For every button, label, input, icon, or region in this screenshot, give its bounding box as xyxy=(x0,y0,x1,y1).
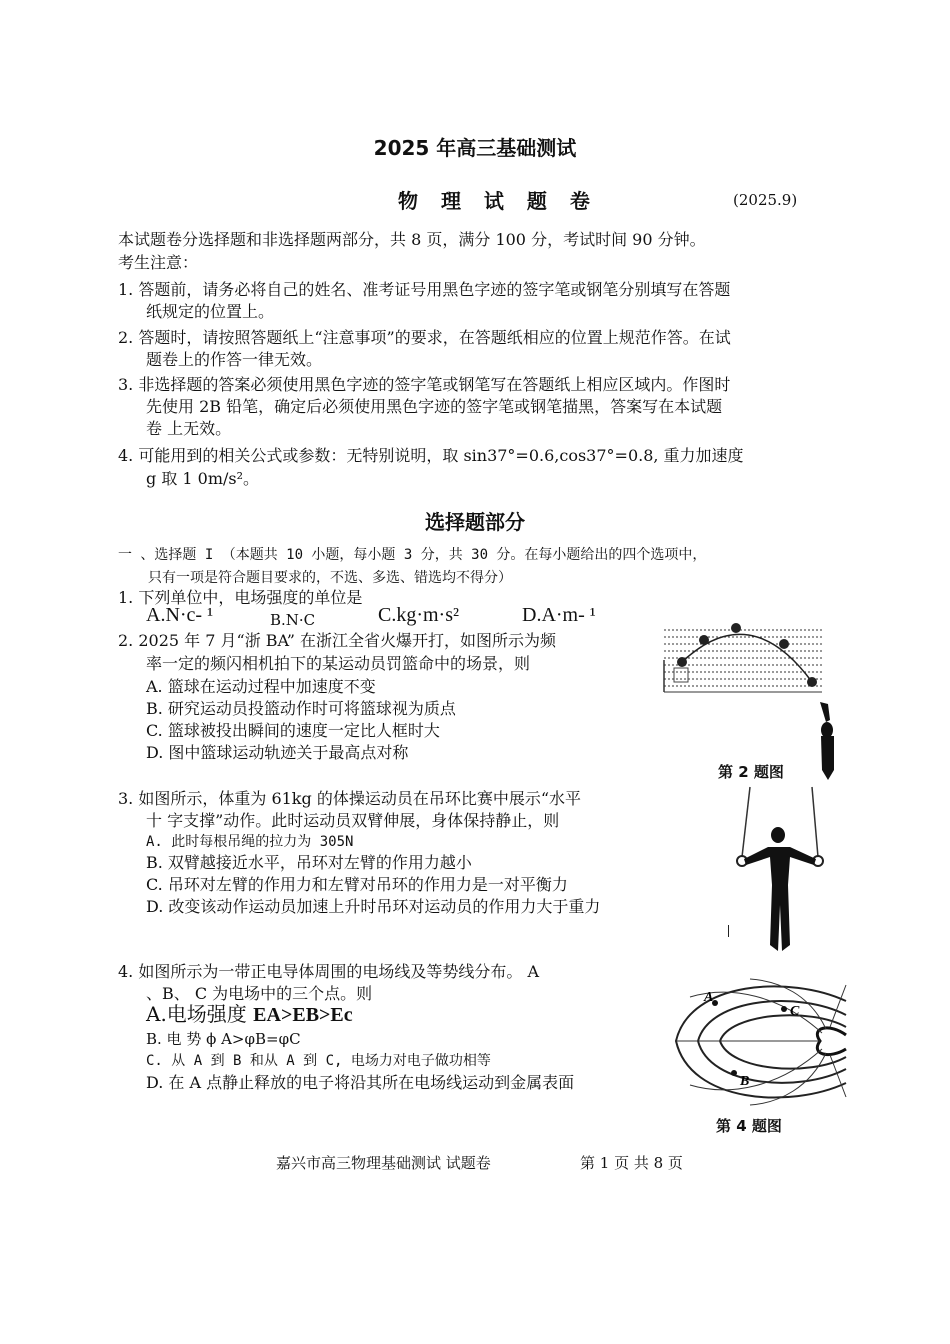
notice-item-3-cont2: 卷 上无效。 xyxy=(146,419,232,438)
right-rope xyxy=(812,787,818,857)
notice-item-3-cont: 先使用 2B 铅笔，确定后必须使用黑色字迹的签字笔或钢笔描黑，答案写在本试题 xyxy=(146,397,723,416)
point-b-label: B xyxy=(740,1074,750,1089)
q3-option-d: D. 改变该动作运动员加速上升时吊环对运动员的作用力大于重力 xyxy=(146,897,601,916)
q3-stem-cont: 十 字支撑”动作。此时运动员双臂伸展，身体保持静止，则 xyxy=(146,811,560,830)
player-silhouette xyxy=(820,702,834,780)
q1-option-b: B.N·C xyxy=(270,611,316,629)
q3-option-c: C. 吊环对左臂的作用力和左臂对吊环的作用力是一对平衡力 xyxy=(146,875,568,894)
q3-figure xyxy=(728,785,838,955)
q4-option-d: D. 在 A 点静止释放的电子将沿其所在电场线运动到金属表面 xyxy=(146,1073,575,1092)
footer-title: 嘉兴市高三物理基础测试 试题卷 xyxy=(276,1154,491,1172)
notice-item-2: 2. 答题时，请按照答题纸上“注意事项”的要求，在答题纸相应的位置上规范作答。在试 xyxy=(118,328,731,347)
notice-item-2-cont: 题卷上的作答一律无效。 xyxy=(146,350,323,369)
exam-date: (2025.9) xyxy=(733,191,798,209)
q3-option-a: A. 此时每根吊绳的拉力为 305N xyxy=(146,834,354,850)
page-subtitle: 物 理 试 题 卷 xyxy=(398,189,598,213)
notice-item-1-cont: 纸规定的位置上。 xyxy=(146,302,275,321)
point-a-label: A xyxy=(704,990,714,1005)
left-rope xyxy=(742,787,750,857)
q3-stem: 3. 如图所示，体重为 61kg 的体操运动员在吊环比赛中展示“水平 xyxy=(118,789,582,808)
q2-stem: 2. 2025 年 7 月“浙 BA” 在浙江全省火爆开打，如图所示为频 xyxy=(118,631,557,650)
q2-caption: 第 2 题图 xyxy=(718,763,784,781)
part1-instructions: 一 、选择题 I （本题共 10 小题，每小题 3 分，共 30 分。在每小题给出的四个选项中， xyxy=(118,547,707,563)
notice-label: 考生注意： xyxy=(118,253,199,272)
q2-option-a: A. 篮球在运动过程中加速度不变 xyxy=(146,677,376,696)
point-c-label: C xyxy=(790,1004,800,1019)
notice-item-3: 3. 非选择题的答案必须使用黑色字迹的签字笔或钢笔写在答题纸上相应区域内。作图时 xyxy=(118,375,731,394)
q1-option-d: D.A·m- ¹ xyxy=(522,604,596,626)
section-title: 选择题部分 xyxy=(425,510,525,534)
q2-option-d: D. 图中篮球运动轨迹关于最高点对称 xyxy=(146,743,409,762)
notice-item-4: 4. 可能用到的相关公式或参数：无特别说明，取 sin37°=0.6,cos37°=0.8, 重力加速度 xyxy=(118,446,744,465)
gymnast-silhouette xyxy=(744,827,816,951)
intro-line: 本试题卷分选择题和非选择题两部分，共 8 页，满分 100 分，考试时间 90 分钟。 xyxy=(118,230,706,249)
q4-caption: 第 4 题图 xyxy=(716,1117,782,1135)
notice-item-1: 1. 答题前，请务必将自己的姓名、准考证号用黑色字迹的签字笔或钢笔分别填写在答题 xyxy=(118,280,731,299)
q1-option-a: A.N·c- ¹ xyxy=(146,604,214,626)
q2-stem-cont: 率一定的频闪相机拍下的某运动员罚篮命中的场景，则 xyxy=(146,654,531,673)
basketball-positions xyxy=(677,623,817,687)
q2-option-b: B. 研究运动员投篮动作时可将篮球视为质点 xyxy=(146,699,456,718)
q1-option-c: C.kg·m·s² xyxy=(378,604,459,626)
q4-option-a-prefix: A.电场强度 xyxy=(146,1002,254,1026)
q4-option-c: C. 从 A 到 B 和从 A 到 C, 电场力对电子做功相等 xyxy=(146,1053,491,1069)
q2-option-c: C. 篮球被投出瞬间的速度一定比人框时大 xyxy=(146,721,440,740)
q4-option-a xyxy=(146,1002,353,1027)
q1-stem: 1. 下列单位中，电场强度的单位是 xyxy=(118,588,363,607)
q4-stem-cont: 、B、 C 为电场中的三个点。则 xyxy=(146,984,373,1003)
page-title: 2025 年高三基础测试 xyxy=(373,136,577,160)
part1-instructions-cont: 只有一项是符合题目要求的，不选、多选、错选均不得分） xyxy=(148,570,512,586)
q4-figure xyxy=(670,975,850,1115)
q4-option-a-value: EA>EB>Ec xyxy=(253,1004,353,1026)
q3-option-b: B. 双臂越接近水平，吊环对左臂的作用力越小 xyxy=(146,853,472,872)
point-b-dot xyxy=(731,1070,737,1076)
notice-item-4-cont: g 取 1 0m/s²。 xyxy=(146,469,260,488)
q4-stem: 4. 如图所示为一带正电导体周围的电场线及等势线分布。 A xyxy=(118,962,539,981)
conductor-surface xyxy=(817,1028,846,1055)
page-number: 第 1 页 共 8 页 xyxy=(580,1154,683,1172)
point-c-dot xyxy=(781,1006,787,1012)
q4-option-b: B. 电 势 ϕ A>φB=φC xyxy=(146,1030,301,1048)
